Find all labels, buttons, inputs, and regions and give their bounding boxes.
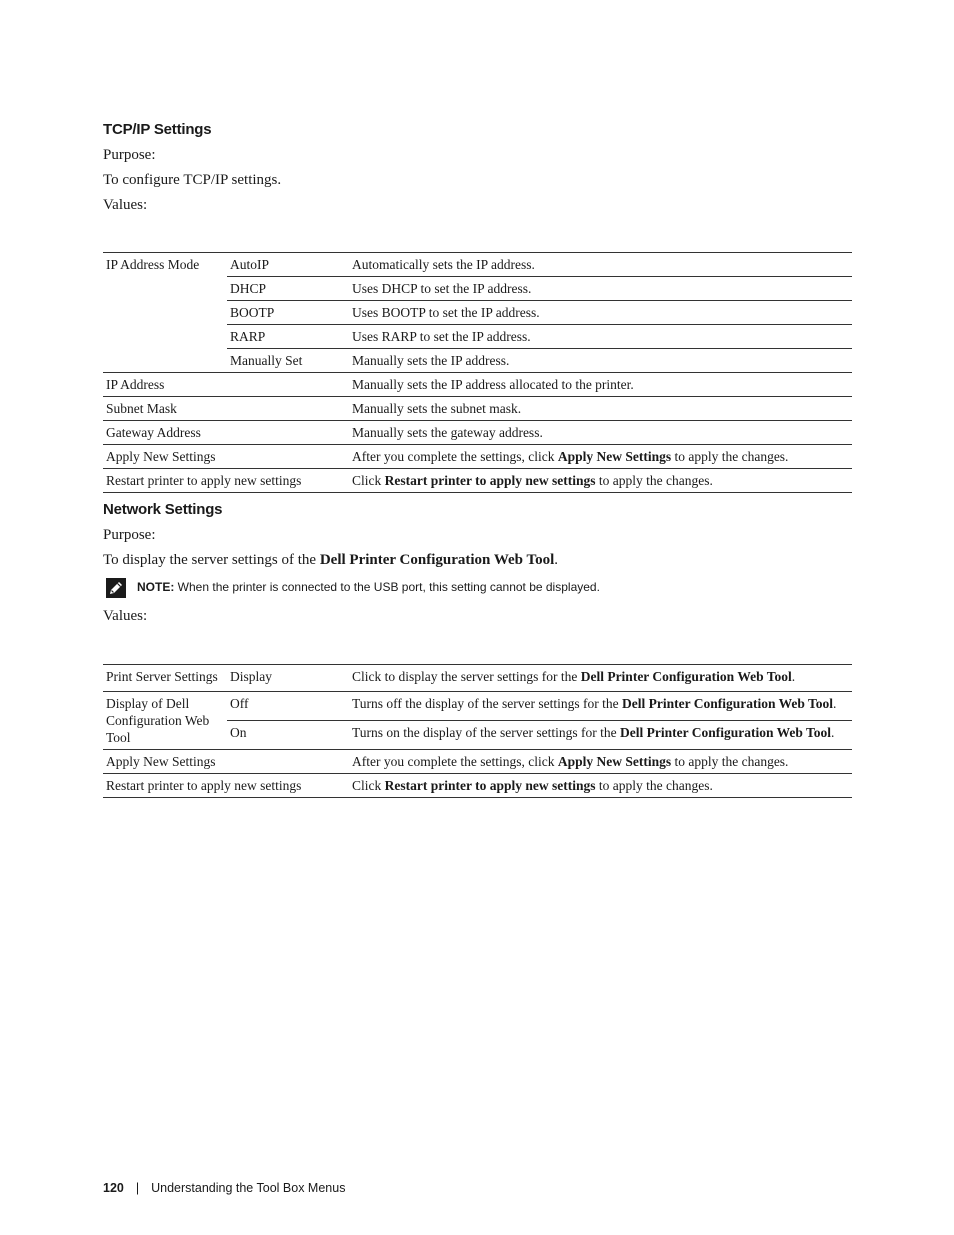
tcpip-purpose-label: Purpose: bbox=[103, 147, 156, 163]
network-values-table bbox=[103, 664, 852, 798]
row-desc: Click Restart printer to apply new settings to apply the changes. bbox=[352, 778, 713, 793]
row-label: Apply New Settings bbox=[106, 449, 216, 464]
row-option: Display bbox=[230, 669, 272, 684]
chapter-title: Understanding the Tool Box Menus bbox=[151, 1181, 346, 1195]
mode-desc: Uses DHCP to set the IP address. bbox=[349, 277, 852, 301]
mode-name: BOOTP bbox=[227, 301, 349, 325]
row-label: Gateway Address bbox=[106, 425, 201, 440]
row-desc: Turns off the display of the server settings for the Dell Printer Configuration Web Tool. bbox=[349, 692, 852, 721]
note-pencil-icon bbox=[106, 578, 126, 598]
row-desc: Manually sets the IP address allocated to the printer. bbox=[352, 377, 634, 392]
footer-separator: | bbox=[135, 1181, 140, 1195]
row-desc: Click to display the server settings for the Dell Printer Configuration Web Tool. bbox=[352, 669, 796, 684]
row-desc: After you complete the settings, click Apply New Settings to apply the changes. bbox=[352, 449, 789, 464]
row-label: Subnet Mask bbox=[106, 401, 177, 416]
table-row bbox=[103, 692, 852, 721]
tcpip-heading: TCP/IP Settings bbox=[103, 121, 212, 138]
mode-desc: Manually sets the IP address. bbox=[352, 353, 510, 368]
network-heading: Network Settings bbox=[103, 501, 223, 518]
table-row bbox=[103, 253, 852, 277]
row-option: On bbox=[230, 725, 247, 740]
table-row bbox=[103, 397, 852, 421]
tcpip-purpose-text: To configure TCP/IP settings. bbox=[103, 172, 282, 188]
network-purpose-text: To display the server settings of the Dell Printer Configuration Web Tool. bbox=[103, 552, 559, 568]
row-desc: Click Restart printer to apply new settings to apply the changes. bbox=[352, 473, 713, 488]
row-label: Restart printer to apply new settings bbox=[106, 473, 302, 488]
row-label: Restart printer to apply new settings bbox=[106, 778, 302, 793]
row-desc: Manually sets the gateway address. bbox=[352, 425, 543, 440]
mode-name: AutoIP bbox=[227, 253, 349, 277]
table-row bbox=[103, 750, 852, 774]
row-desc: Turns on the display of the server settings for the Dell Printer Configuration Web Tool. bbox=[352, 725, 835, 740]
table-row bbox=[103, 665, 852, 692]
row-label: Display of Dell Configuration Web Tool bbox=[103, 692, 227, 750]
tcpip-values-table bbox=[103, 252, 852, 493]
table-row bbox=[103, 774, 852, 798]
table-row bbox=[103, 445, 852, 469]
row-label: Print Server Settings bbox=[106, 669, 218, 684]
mode-name: RARP bbox=[227, 325, 349, 349]
table-row bbox=[103, 469, 852, 493]
page-number: 120 bbox=[103, 1181, 124, 1195]
network-purpose-label: Purpose: bbox=[103, 527, 156, 543]
mode-name: DHCP bbox=[227, 277, 349, 301]
row-label: Apply New Settings bbox=[106, 754, 216, 769]
row-desc: After you complete the settings, click Apply New Settings to apply the changes. bbox=[352, 754, 789, 769]
network-values-label: Values: bbox=[103, 608, 148, 624]
table-row bbox=[103, 373, 852, 397]
mode-name: Manually Set bbox=[230, 353, 303, 368]
page-footer bbox=[103, 1181, 345, 1195]
mode-desc: Automatically sets the IP address. bbox=[349, 253, 852, 277]
row-option: Off bbox=[227, 692, 349, 721]
mode-desc: Uses BOOTP to set the IP address. bbox=[349, 301, 852, 325]
ip-mode-label: IP Address Mode bbox=[103, 253, 227, 373]
table-row bbox=[103, 421, 852, 445]
note-text: NOTE: When the printer is connected to the USB port, this setting cannot be displayed. bbox=[137, 580, 600, 594]
mode-desc: Uses RARP to set the IP address. bbox=[349, 325, 852, 349]
row-label: IP Address bbox=[106, 377, 165, 392]
tcpip-values-label: Values: bbox=[103, 197, 148, 213]
row-desc: Manually sets the subnet mask. bbox=[352, 401, 522, 416]
